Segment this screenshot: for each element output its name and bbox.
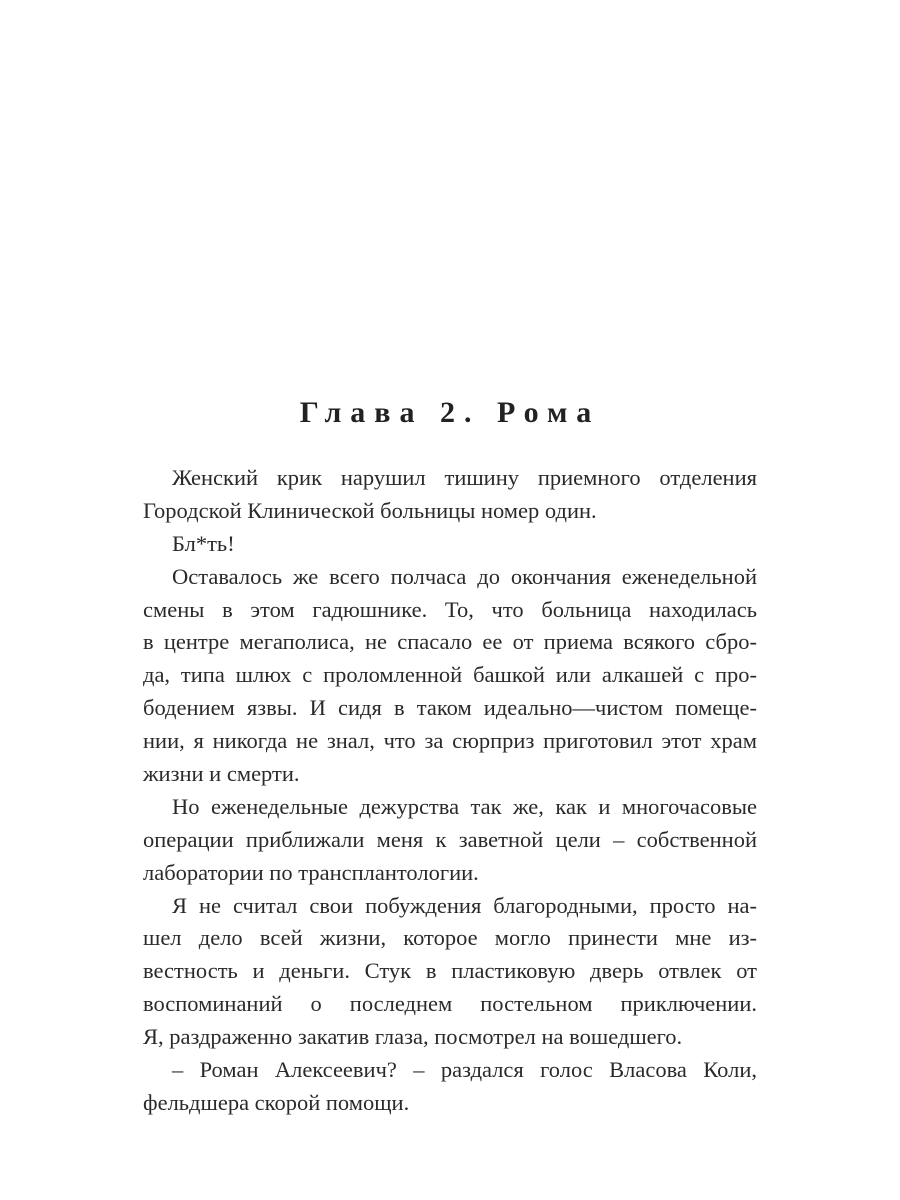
text-line: Городской Клинической больницы номер один. [143, 497, 597, 523]
text-line: в центре мегаполиса, не спасало ее от приема всякого сбро- [143, 629, 757, 655]
text-line: Бл*ть! [172, 530, 235, 556]
text-line: бодением язвы. И сидя в таком идеально—чистом помеще- [143, 695, 757, 721]
text-line: Я не считал свои побуждения благородными, просто на- [172, 892, 757, 918]
chapter-body [143, 462, 757, 1120]
text-line: Женский крик нарушил тишину приемного отделения [172, 465, 757, 490]
text-line: смены в этом гадюшнике. То, что больница находилась [143, 596, 757, 622]
text-line: Оставалось же всего полчаса до окончания еженедельной [172, 563, 757, 589]
text-line: жизни и смерти. [143, 761, 300, 787]
chapter-title: Глава 2. Рома [299, 396, 601, 429]
text-line: воспоминаний о последнем постельном приключении. [143, 991, 757, 1017]
text-line: – Роман Алексеевич? – раздался голос Власова Коли, [172, 1057, 757, 1083]
text-line: операции приближали меня к заветной цели – собственной [143, 826, 757, 852]
text-line: нии, я никогда не знал, что за сюрприз приготовил этот храм [143, 728, 757, 754]
text-line: вестность и деньги. Стук в пластиковую дверь отвлек от [143, 958, 757, 984]
text-line: шел дело всей жизни, которое могло принести мне из- [143, 925, 757, 951]
text-line: Я, раздраженно закатив глаза, посмотрел на вошедшего. [143, 1024, 683, 1050]
text-line: лаборатории по трансплантологии. [143, 859, 479, 885]
text-line: Но еженедельные дежурства так же, как и многочасовые [172, 793, 757, 819]
text-line: да, типа шлюх с проломленной башкой или алкашей с про- [143, 662, 757, 688]
text-line: фельдшера скорой помощи. [143, 1089, 410, 1115]
